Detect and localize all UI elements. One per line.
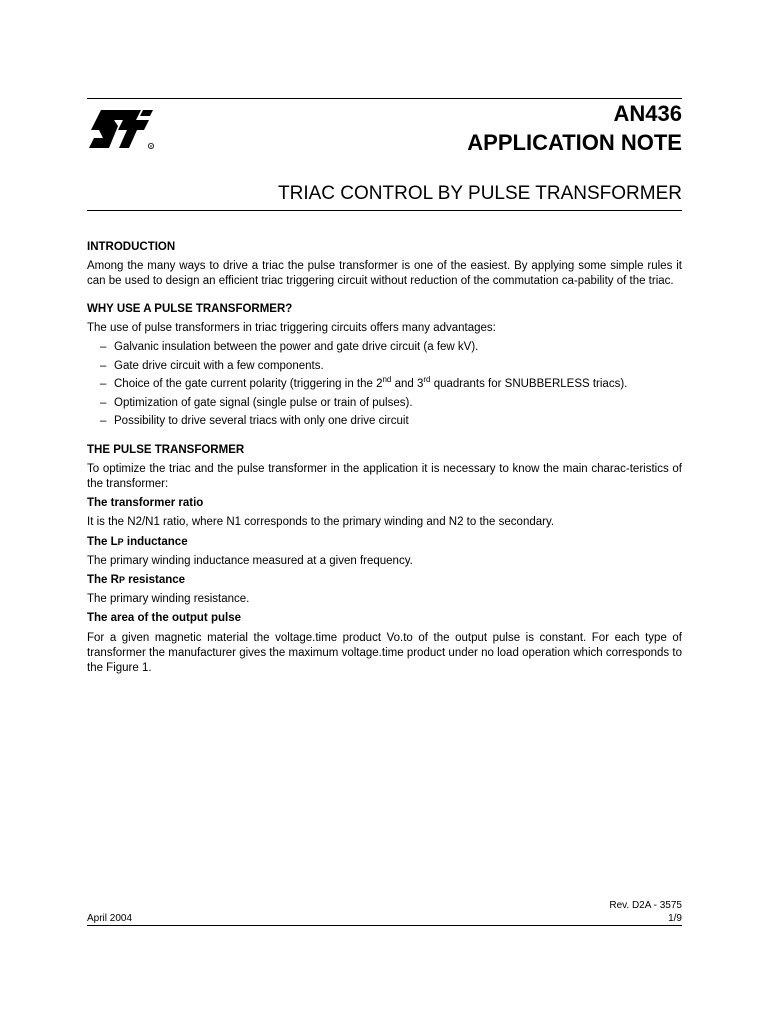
lp-inductance-text: The primary winding inductance measured at a given frequency.	[87, 554, 413, 567]
list-item: – Galvanic insulation between the power and gate drive circuit (a few kV).	[100, 341, 479, 354]
body-content	[87, 240, 682, 676]
publication-date: April 2004	[87, 913, 133, 924]
header-top-rule	[87, 98, 682, 99]
footer-rule	[87, 925, 682, 926]
st-logo	[87, 106, 159, 152]
doc-type: APPLICATION NOTE	[467, 130, 682, 155]
rp-resistance-text: The primary winding resistance.	[87, 593, 250, 606]
list-item: – Choice of the gate current polarity (triggering in the 2nd and 3rd quadrants for SNUBBERLESS triacs).	[100, 375, 628, 391]
list-item: – Gate drive circuit with a few components.	[100, 359, 324, 372]
why-intro: The use of pulse transformers in triac triggering circuits offers many advantages:	[87, 321, 496, 334]
transformer-ratio-text: It is the N2/N1 ratio, where N1 corresponds to the primary winding and N2 to the secondary.	[87, 516, 555, 529]
list-item-text: Gate drive circuit with a few components.	[114, 359, 324, 372]
list-item-text: Optimization of gate signal (single pulse or train of pulses).	[114, 396, 413, 409]
list-item-text: Galvanic insulation between the power and gate drive circuit (a few kV).	[114, 341, 479, 354]
list-item-text: Possibility to drive several triacs with only one drive circuit	[114, 415, 409, 428]
pulse-transformer-intro: To optimize the triac and the pulse transformer in the application it is necessary to know the main charac-teristics of the transformer:	[87, 462, 682, 490]
svg-text:R: R	[149, 143, 153, 149]
title-rule	[87, 210, 682, 211]
output-pulse-area-text: For a given magnetic material the voltage.time product Vo.to of the output pulse is constant. For each type of transformer the manufacturer gives the maximum voltage.time product under no load operation which corresponds to the Figure 1.	[87, 631, 682, 674]
doc-title: TRIAC CONTROL BY PULSE TRANSFORMER	[278, 183, 682, 204]
subheading-rp-resistance: The RP resistance	[87, 573, 186, 586]
advantages-list	[87, 340, 682, 433]
list-item: – Possibility to drive several triacs with only one drive circuit	[100, 415, 409, 428]
list-item-text: Choice of the gate current polarity (triggering in the 2nd and 3rd quadrants for SNUBBERLESS triacs).	[114, 375, 628, 391]
page-number: 1/9	[668, 913, 682, 924]
list-item: – Optimization of gate signal (single pulse or train of pulses).	[100, 396, 413, 409]
section-heading-pulse-transformer: THE PULSE TRANSFORMER	[87, 443, 245, 456]
section-heading-introduction: INTRODUCTION	[87, 241, 176, 253]
subheading-transformer-ratio: The transformer ratio	[87, 497, 204, 510]
revision-label: Rev. D2A - 3575	[609, 900, 682, 911]
subheading-output-pulse-area: The area of the output pulse	[87, 612, 241, 625]
introduction-paragraph: Among the many ways to drive a triac the pulse transformer is one of the easiest. By applying some simple rules it can be used to design an efficient triac triggering circuit without reduction of the commutation ca-pability of the triac.	[87, 260, 682, 288]
subheading-lp-inductance: The LP inductance	[87, 535, 188, 548]
section-heading-why: WHY USE A PULSE TRANSFORMER?	[87, 302, 293, 315]
doc-number: AN436	[613, 101, 682, 126]
